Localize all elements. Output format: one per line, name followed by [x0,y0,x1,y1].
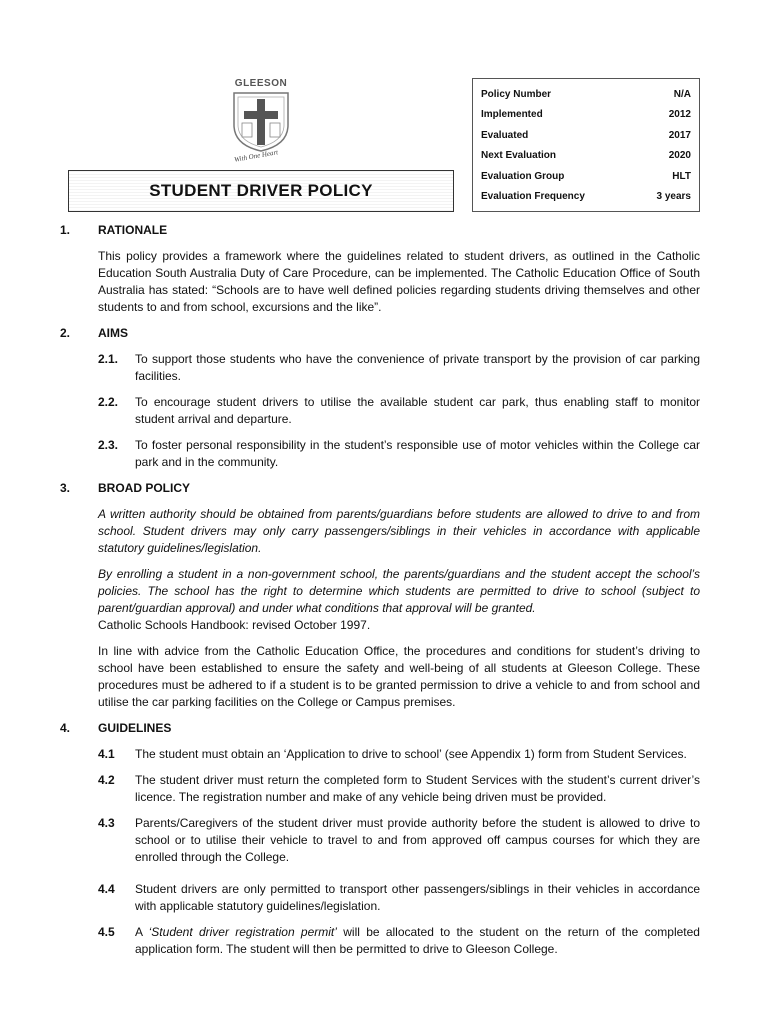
policy-row [481,187,691,208]
section-title: AIMS [98,326,128,340]
section-title: RATIONALE [98,223,168,237]
list-item [98,881,700,915]
item-text [135,924,700,958]
broad-policy-quote: By enrolling a student in a non-government school, the parents/guardians and the student accept the school’s policies. The school has the right to determine which students are permitted to drive to school (subject to parent/guardian approval) and under what conditions that approval will be granted. [98,567,700,615]
section-heading-guidelines [60,720,700,737]
section-number: 3. [60,481,71,495]
policy-label: Evaluated [481,129,529,141]
item-text: To support those students who have the convenience of private transport by the provision of car parking facilities. [135,352,700,383]
policy-row [481,125,691,146]
policy-row [481,84,691,105]
section-number: 4. [60,721,71,735]
policy-label: Evaluation Frequency [481,191,585,203]
section-heading-aims [60,325,700,342]
item-number: 4.1 [98,747,115,761]
title-box [68,170,454,212]
item-number: 4.2 [98,773,115,787]
policy-value: N/A [673,88,691,100]
item-text-post: will be allocated to the student on the return of the completed application form. The student will then be permitted to drive to Gleeson College. [135,925,700,956]
shield-cross-icon [232,91,290,153]
policy-label: Next Evaluation [481,150,557,162]
policy-row [481,105,691,126]
section-title: BROAD POLICY [98,481,191,495]
item-number: 2.3. [98,438,119,452]
policy-info-table [472,78,700,212]
item-number: 4.5 [98,925,115,939]
broad-policy-paragraph-3: In line with advice from the Catholic Education Office, the procedures and conditions for student’s driving to school have been established to ensure the safety and well-being of all students at Gleeson College. These procedures must be adhered to if a student is to be granted permission to drive a vehicle to and from school and utilise the car parking facilities on the College or Campus premises. [98,644,700,709]
section-title: GUIDELINES [98,721,172,735]
item-text: To foster personal responsibility in the student’s responsible use of motor vehicles within the College car park and in the community. [135,438,700,469]
section-number: 1. [60,223,71,237]
list-item [98,815,700,866]
item-number: 4.3 [98,816,115,830]
item-number: 2.1. [98,352,119,366]
broad-policy-paragraph-2 [98,566,700,634]
item-text: Student drivers are only permitted to transport other passengers/siblings in their vehicles in accordance with applicable statutory guidelines/legislation. [135,882,700,913]
policy-body [60,222,700,967]
policy-label: Evaluation Group [481,170,565,182]
list-item [98,772,700,806]
list-item [98,746,700,763]
policy-value: 3 years [656,191,691,203]
item-text: The student must obtain an ‘Application to drive to school’ (see Appendix 1) form from Student Services. [135,747,687,761]
policy-row [481,146,691,167]
item-text: To encourage student drivers to utilise the available student car park, thus enabling staff to monitor student arrival and departure. [135,395,700,426]
list-item [98,394,700,428]
rationale-paragraph: This policy provides a framework where the guidelines related to student drivers, as outlined in the Catholic Education South Australia Duty of Care Procedure, can be implemented. The Catholic Education Office of South Australia has stated: “Schools are to have well defined policies regarding students driving themselves and other students to and from school, excursions and the like”. [98,249,700,314]
item-text-pre: A [135,925,149,939]
broad-policy-source: Catholic Schools Handbook: revised October 1997. [98,618,371,632]
page-title: STUDENT DRIVER POLICY [149,181,373,200]
policy-value: HLT [672,170,691,182]
item-text: Parents/Caregivers of the student driver must provide authority before the student is allowed to drive to school or to utilise their vehicle to travel to and from approved off campus courses for which they are enrolled through the College. [135,816,700,864]
logo-motto: With One Heart [233,148,279,164]
policy-label: Policy Number [481,88,552,100]
broad-policy-paragraph-1: A written authority should be obtained from parents/guardians before students are allowed to drive to and from school. Student drivers may only carry passengers/siblings in their vehicles in accordance with applicable statutory guidelines/legislation. [98,507,700,555]
section-heading-rationale [60,222,700,239]
policy-row [481,166,691,187]
logo-name: GLEESON [234,78,288,89]
section-number: 2. [60,326,71,340]
policy-value: 2017 [668,129,691,141]
item-number: 2.2. [98,395,119,409]
list-item [98,924,700,958]
college-logo [222,78,300,170]
list-item [98,351,700,385]
section-heading-broad-policy [60,480,700,497]
item-number: 4.4 [98,882,115,896]
list-item [98,437,700,471]
permit-name: ‘Student driver registration permit’ [148,925,337,939]
policy-value: 2020 [668,150,691,162]
item-text: The student driver must return the completed form to Student Services with the student’s current driver’s licence. The registration number and make of any vehicle being driven must be provided. [135,773,700,804]
policy-label: Implemented [481,109,543,121]
policy-value: 2012 [668,109,691,121]
